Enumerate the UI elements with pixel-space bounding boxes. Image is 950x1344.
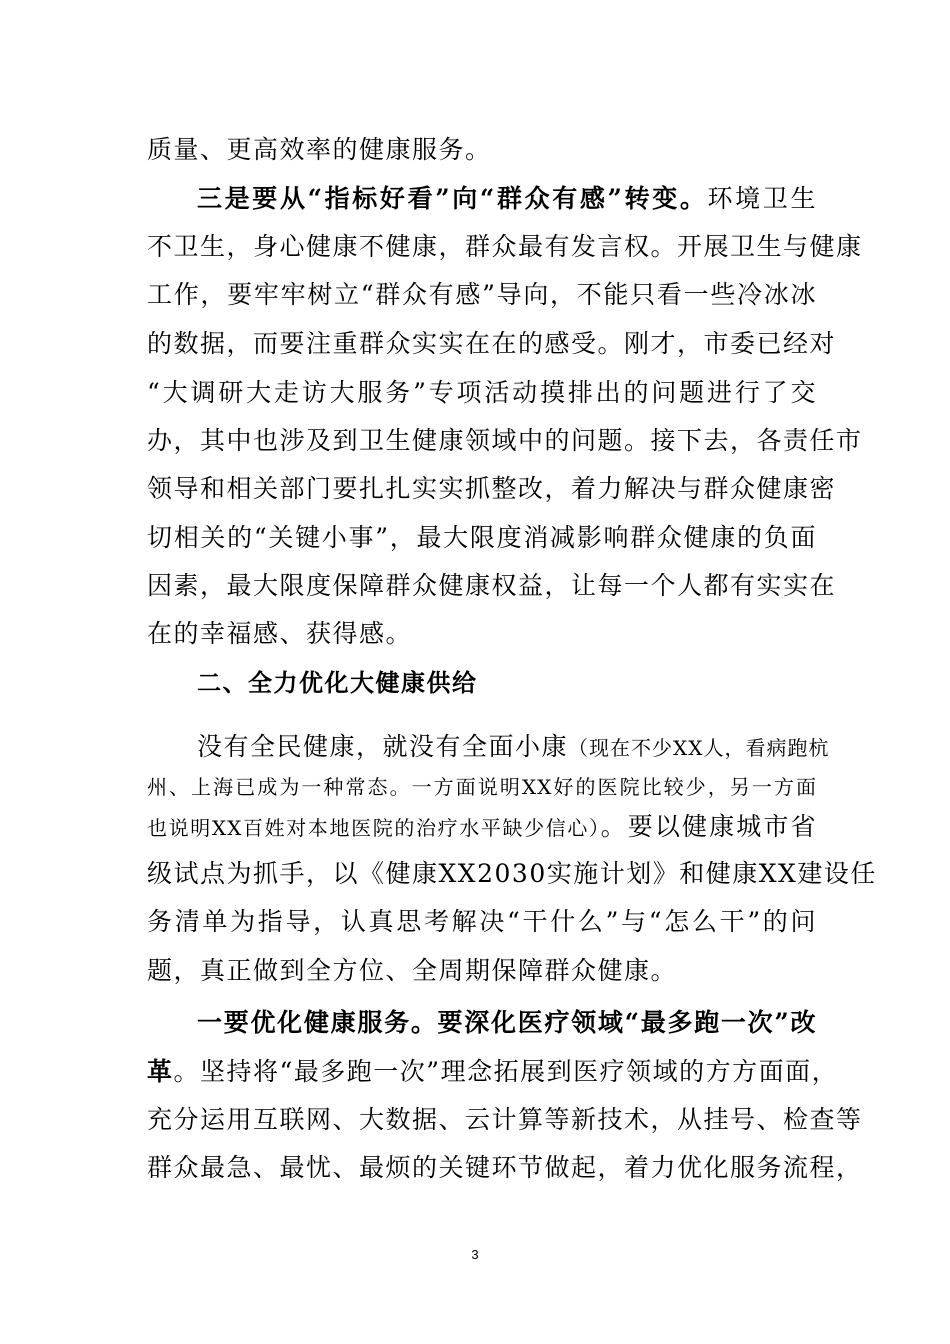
- bold-lead-text: 一要优化健康服务。要深化医疗领域“最多跑一次”改: [197, 1008, 817, 1037]
- section-heading: [197, 667, 817, 699]
- text-line: [147, 425, 863, 457]
- parenthetical-text: 也说明XX百姓对本地医院的治疗水平缺少信心）: [147, 816, 601, 840]
- text-line: [147, 328, 837, 360]
- text-line: [197, 731, 830, 764]
- section-heading-text: 二、全力优化大健康供给: [197, 669, 478, 697]
- text-line: [197, 183, 817, 215]
- body-text: 级试点为抓手，以《健康XX2030实施计划》和健康XX建设任: [147, 859, 877, 888]
- parenthetical-text: 州、上海已成为一种常态。一方面说明XX好的医院比较少，另一方面: [147, 775, 817, 799]
- body-text: 。坚持将“最多跑一次”理念拓展到医疗领域的方方面面，: [173, 1057, 839, 1086]
- body-text: 在的幸福感、获得感。: [147, 619, 413, 648]
- text-line: [147, 906, 817, 938]
- body-text: 办，其中也涉及到卫生健康领域中的问题。接下去，各责任市: [147, 426, 863, 455]
- text-line: [147, 1152, 863, 1184]
- text-line: [147, 377, 817, 409]
- body-text: “大调研大走访大服务”专项活动摸排出的问题进行了交: [147, 378, 817, 407]
- text-line: [147, 771, 817, 803]
- body-text: 因素，最大限度保障群众健康权益，让每一个人都有实实在: [147, 571, 837, 600]
- parenthetical-text: （现在不少XX人，看病跑杭: [568, 736, 830, 760]
- text-line: [147, 1104, 863, 1136]
- text-line: [147, 1056, 839, 1088]
- body-text: 领导和相关部门要扎扎实实抓整改，着力解决与群众健康密: [147, 474, 837, 503]
- body-text: 题，真正做到全方位、全周期保障群众健康。: [147, 956, 678, 985]
- text-line: [147, 134, 817, 166]
- text-line: [147, 858, 877, 890]
- body-text: 环境卫生: [707, 184, 817, 213]
- page-number: 3: [471, 1247, 479, 1262]
- text-line: [147, 811, 817, 844]
- text-line: [147, 955, 817, 987]
- text-line: [147, 231, 863, 263]
- text-line: [147, 618, 817, 650]
- text-line: [147, 522, 817, 554]
- text-line: [147, 279, 817, 311]
- text-line: [147, 473, 837, 505]
- bold-lead-text: 三是要从“指标好看”向“群众有感”转变。: [197, 184, 708, 213]
- body-text: 没有全民健康，就没有全面小康: [197, 732, 569, 761]
- text-line: [147, 570, 837, 602]
- body-text: 切相关的“关键小事”，最大限度消减影响群众健康的负面: [147, 523, 817, 552]
- body-text: 不卫生，身心健康不健康，群众最有发言权。开展卫生与健康: [147, 232, 863, 261]
- body-text: 工作，要牢牢树立“群众有感”导向，不能只看一些冷冰冰: [147, 280, 817, 309]
- body-text: 充分运用互联网、大数据、云计算等新技术，从挂号、检查等: [147, 1105, 863, 1134]
- body-text: 质量、更高效率的健康服务。: [147, 135, 492, 164]
- body-text: 务清单为指导，认真思考解决“干什么”与“怎么干”的问: [147, 907, 817, 936]
- body-text: 。要以健康城市省: [600, 812, 817, 841]
- bold-lead-text: 革: [147, 1057, 174, 1086]
- body-text: 群众最急、最忧、最烦的关键环节做起，着力优化服务流程，: [147, 1153, 863, 1182]
- text-line: [197, 1007, 817, 1039]
- body-text: 的数据，而要注重群众实实在在的感受。刚才，市委已经对: [147, 329, 837, 358]
